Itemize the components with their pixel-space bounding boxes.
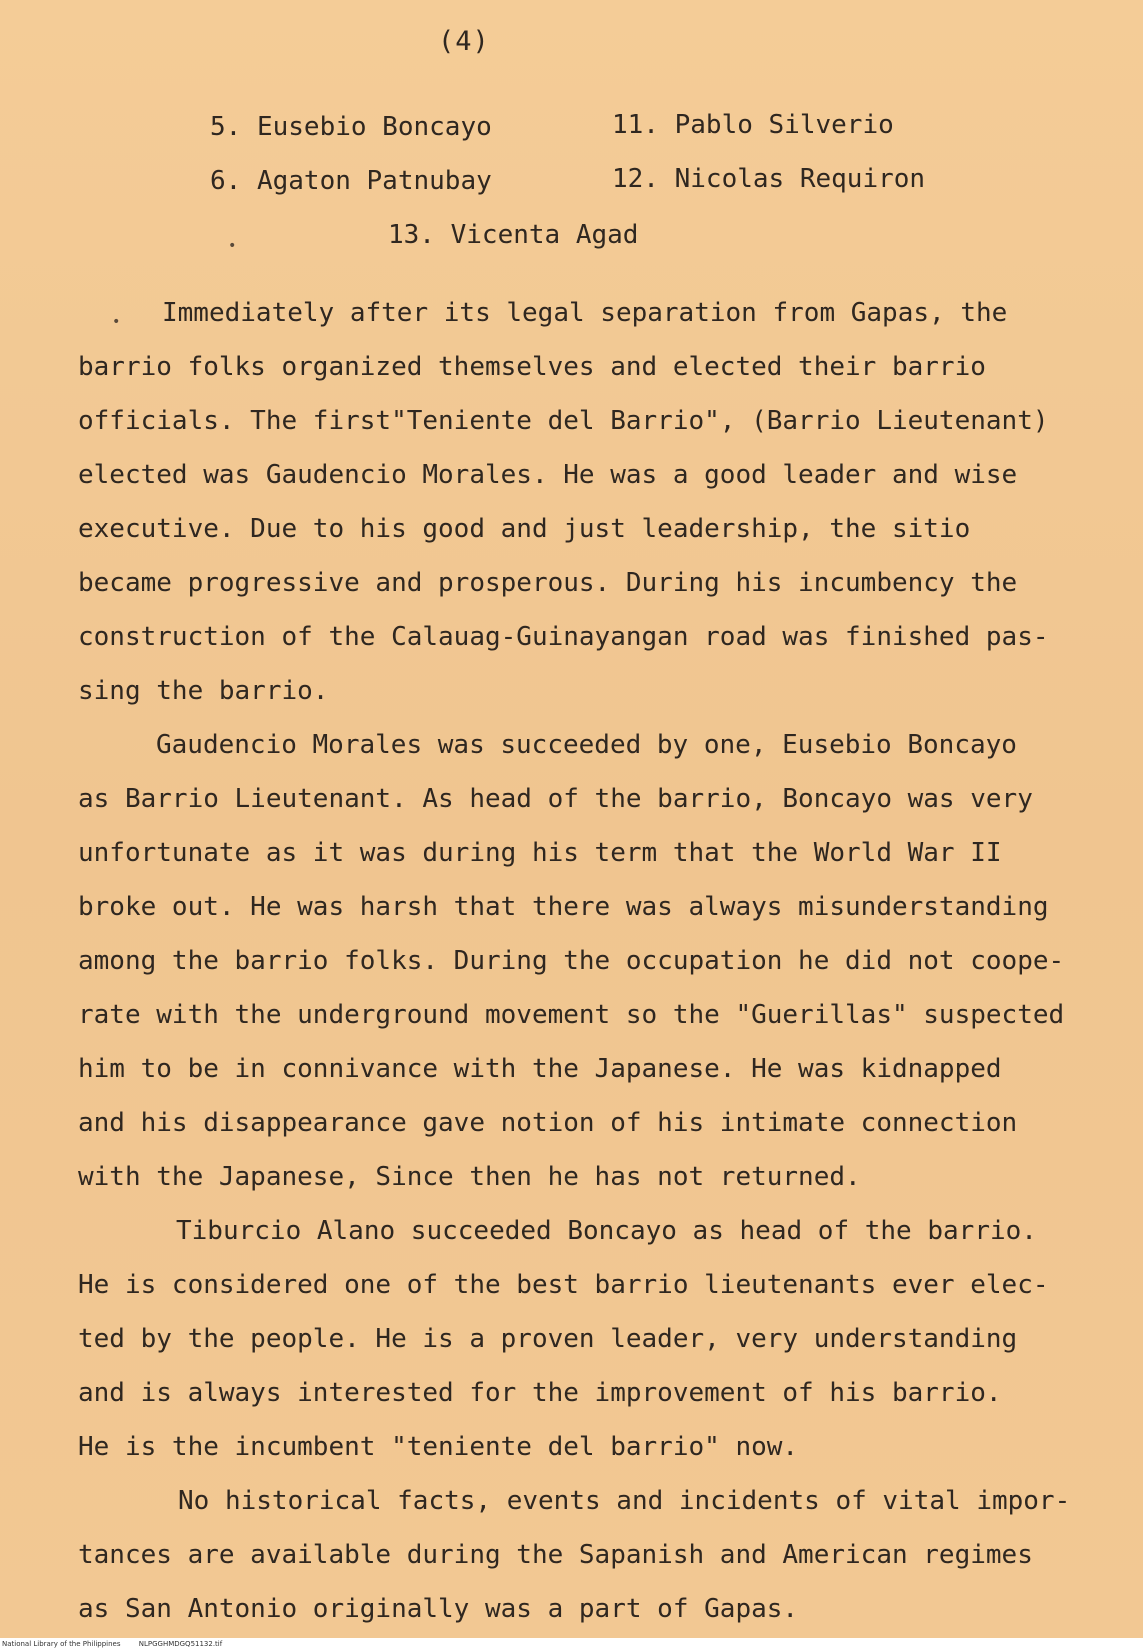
footer-file: NLPGGHMDGQ51132.tif [138,1640,223,1648]
text-line: Tiburcio Alano succeeded Boncayo as head of the barrio. [176,1216,1037,1246]
text-line: and is always interested for the improvement of his barrio. [78,1378,1002,1408]
text-line: barrio folks organized themselves and elected their barrio [78,352,986,382]
name-list-item: 13. Vicenta Agad [388,220,639,250]
text-line: with the Japanese, Since then he has not returned. [78,1162,861,1192]
footer-library: National Library of the Philippines [2,1640,121,1648]
text-line: tances are available during the Sapanish and American regimes [78,1540,1033,1570]
text-line: officials. The first"Teniente del Barrio", (Barrio Lieutenant) [78,406,1049,436]
text-line: ted by the people. He is a proven leader, very understanding [78,1324,1018,1354]
text-line: construction of the Calauag-Guinayangan road was finished pas- [78,622,1049,652]
text-line: He is the incumbent "teniente del barrio" now. [78,1432,799,1462]
text-line: as Barrio Lieutenant. As head of the barrio, Boncayo was very [78,784,1033,814]
name-list-item: 5. Eusebio Boncayo [210,112,492,142]
text-line: No historical facts, events and incidents of vital impor- [178,1486,1071,1516]
text-line: Gaudencio Morales was succeeded by one, Eusebio Boncayo [156,730,1017,760]
name-list-item: 12. Nicolas Requiron [612,164,926,194]
text-line: became progressive and prosperous. During his incumbency the [78,568,1018,598]
text-line: rate with the underground movement so the "Guerillas" suspected [78,1000,1065,1030]
name-list-item: 11. Pablo Silverio [612,110,894,140]
text-line: among the barrio folks. During the occupation he did not coope- [78,946,1065,976]
text-line: and his disappearance gave notion of his intimate connection [78,1108,1018,1138]
text-line: Immediately after its legal separation from Gapas, the [162,298,1008,328]
text-line: broke out. He was harsh that there was always misunderstanding [78,892,1049,922]
ink-speck: • [112,314,121,330]
text-line: elected was Gaudencio Morales. He was a good leader and wise [78,460,1018,490]
name-list-item: 6. Agaton Patnubay [210,166,492,196]
text-line: He is considered one of the best barrio lieutenants ever elec- [78,1270,1049,1300]
text-line: unfortunate as it was during his term that the World War II [78,838,1002,868]
text-line: sing the barrio. [78,676,329,706]
scan-footer [0,1638,1143,1650]
text-line: executive. Due to his good and just leadership, the sitio [78,514,971,544]
ink-speck: • [228,238,237,254]
page-number: (4) [438,26,490,57]
text-line: as San Antonio originally was a part of Gapas. [78,1594,799,1624]
text-line: him to be in connivance with the Japanese. He was kidnapped [78,1054,1002,1084]
